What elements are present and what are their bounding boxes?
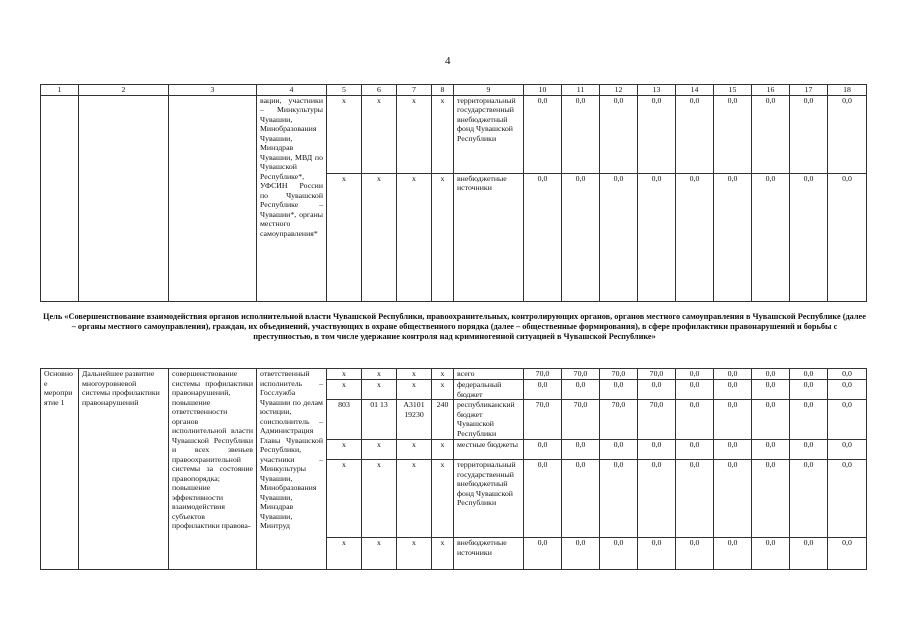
top-table xyxy=(40,84,867,302)
table-row: х х х х местные бюджеты 0,0 0,0 0,0 0,0 0,0 0,0 0,0 0,0 0,0 xyxy=(41,440,867,460)
col-number: 6 xyxy=(362,85,397,96)
col-number: 11 xyxy=(562,85,600,96)
funding-source: местные бюджеты xyxy=(454,440,524,460)
table-row: Основное мероприятие 1 Дальнейшее развитие многоуровневой системы профилактики правонарушений совершенствование системы профилактики правонарушений, повышение ответственности органов исполнительной власти Чувашской Республики и всех звеньев правоохранительной системы за состояние правопорядка; повышение эффективности взаимодействия субъектов профилактики правова- ответственный исполнитель – Госслужба Чувашии по делам юстиции, соисполнитель – Администрация Главы Чувашской Республики, участники – Минкультуры Чувашии, Минобразования Чувашии, Минздрав Чувашии, Минтруд х х х х всего 70,0 70,0 70,0 70,0 0,0 0,0 0,0 0,0 0,0 xyxy=(41,369,867,380)
col-number: 13 xyxy=(638,85,676,96)
col-number: 16 xyxy=(752,85,790,96)
funding-source: республиканский бюджет Чувашской Республики xyxy=(454,400,524,440)
funding-source: территориальный государственный внебюджетный фонд Чувашской Республики xyxy=(454,95,524,173)
table-row: 803 01 13 А3101 19230 240 республиканский бюджет Чувашской Республики 70,0 70,0 70,0 70,0 0,0 0,0 0,0 0,0 0,0 xyxy=(41,400,867,440)
table-row: х х х х федеральный бюджет 0,0 0,0 0,0 0,0 0,0 0,0 0,0 0,0 0,0 xyxy=(41,380,867,400)
funding-source: внебюджетные источники xyxy=(454,173,524,301)
col-number: 7 xyxy=(397,85,432,96)
col-number: 12 xyxy=(600,85,638,96)
col-number: 8 xyxy=(432,85,454,96)
funding-source: внебюджетные источники xyxy=(454,538,524,570)
funding-source: территориальный государственный внебюджетный фонд Чувашской Республики xyxy=(454,460,524,538)
col-number: 14 xyxy=(676,85,714,96)
goal-heading: Цель «Совершенствование взаимодействия органов исполнительной власти Чувашской Республики, правоохранительных, контролирующих органов, органов местного самоуправления в Чувашской Республике (далее – органы местного самоуправления), граждан, их объединений, участвующих в охране общественного порядка (далее – общественные формирования), в сфере профилактики правонарушений и борьбы с преступностью, в том числе удержание контроля над криминогенной ситуацией в Чувашской Республике» xyxy=(43,312,866,342)
col-number: 10 xyxy=(524,85,562,96)
page-number: 4 xyxy=(445,55,451,67)
bottom-table xyxy=(40,368,867,570)
table-row: х х х х территориальный государственный внебюджетный фонд Чувашской Республики 0,0 0,0 0,0 0,0 0,0 0,0 0,0 0,0 0,0 xyxy=(41,460,867,538)
col-number: 15 xyxy=(714,85,752,96)
funding-source: всего xyxy=(454,369,524,380)
col-number: 17 xyxy=(790,85,828,96)
participants-cell: вации, участники – Минкультуры Чувашии, Минобразования Чувашии, Минздрав Чувашии, МВД по Чувашской Республике*, УФСИН России по Чувашской Республике – Чувашии*, органы местного самоуправления* xyxy=(257,95,327,301)
column-number-row xyxy=(41,85,867,96)
table-row: вации, участники – Минкультуры Чувашии, Минобразования Чувашии, Минздрав Чувашии, МВД по Чувашской Республике*, УФСИН России по Чувашской Республике – Чувашии*, органы местного самоуправления* х х х х территориальный государственный внебюджетный фонд Чувашской Республики 0,0 0,0 0,0 0,0 0,0 0,0 0,0 0,0 0,0 xyxy=(41,95,867,173)
col-number: 1 xyxy=(41,85,79,96)
col-number: 9 xyxy=(454,85,524,96)
table-row: х х х х внебюджетные источники 0,0 0,0 0,0 0,0 0,0 0,0 0,0 0,0 0,0 xyxy=(41,173,867,301)
col-number: 2 xyxy=(79,85,169,96)
table-row: х х х х внебюджетные источники 0,0 0,0 0,0 0,0 0,0 0,0 0,0 0,0 0,0 xyxy=(41,538,867,570)
measure-executors: ответственный исполнитель – Госслужба Чувашии по делам юстиции, соисполнитель – Администрация Главы Чувашской Республики, участники – Минкультуры Чувашии, Минобразования Чувашии, Минздрав Чувашии, Минтруд xyxy=(257,369,327,570)
measure-name: Основное мероприятие 1 xyxy=(41,369,79,570)
measure-title: Дальнейшее развитие многоуровневой системы профилактики правонарушений xyxy=(79,369,169,570)
col-number: 3 xyxy=(169,85,257,96)
measure-tasks: совершенствование системы профилактики правонарушений, повышение ответственности органов исполнительной власти Чувашской Республики и всех звеньев правоохранительной системы за состояние правопорядка; повышение эффективности взаимодействия субъектов профилактики правова- xyxy=(169,369,257,570)
funding-source: федеральный бюджет xyxy=(454,380,524,400)
col-number: 4 xyxy=(257,85,327,96)
col-number: 18 xyxy=(828,85,867,96)
col-number: 5 xyxy=(327,85,362,96)
